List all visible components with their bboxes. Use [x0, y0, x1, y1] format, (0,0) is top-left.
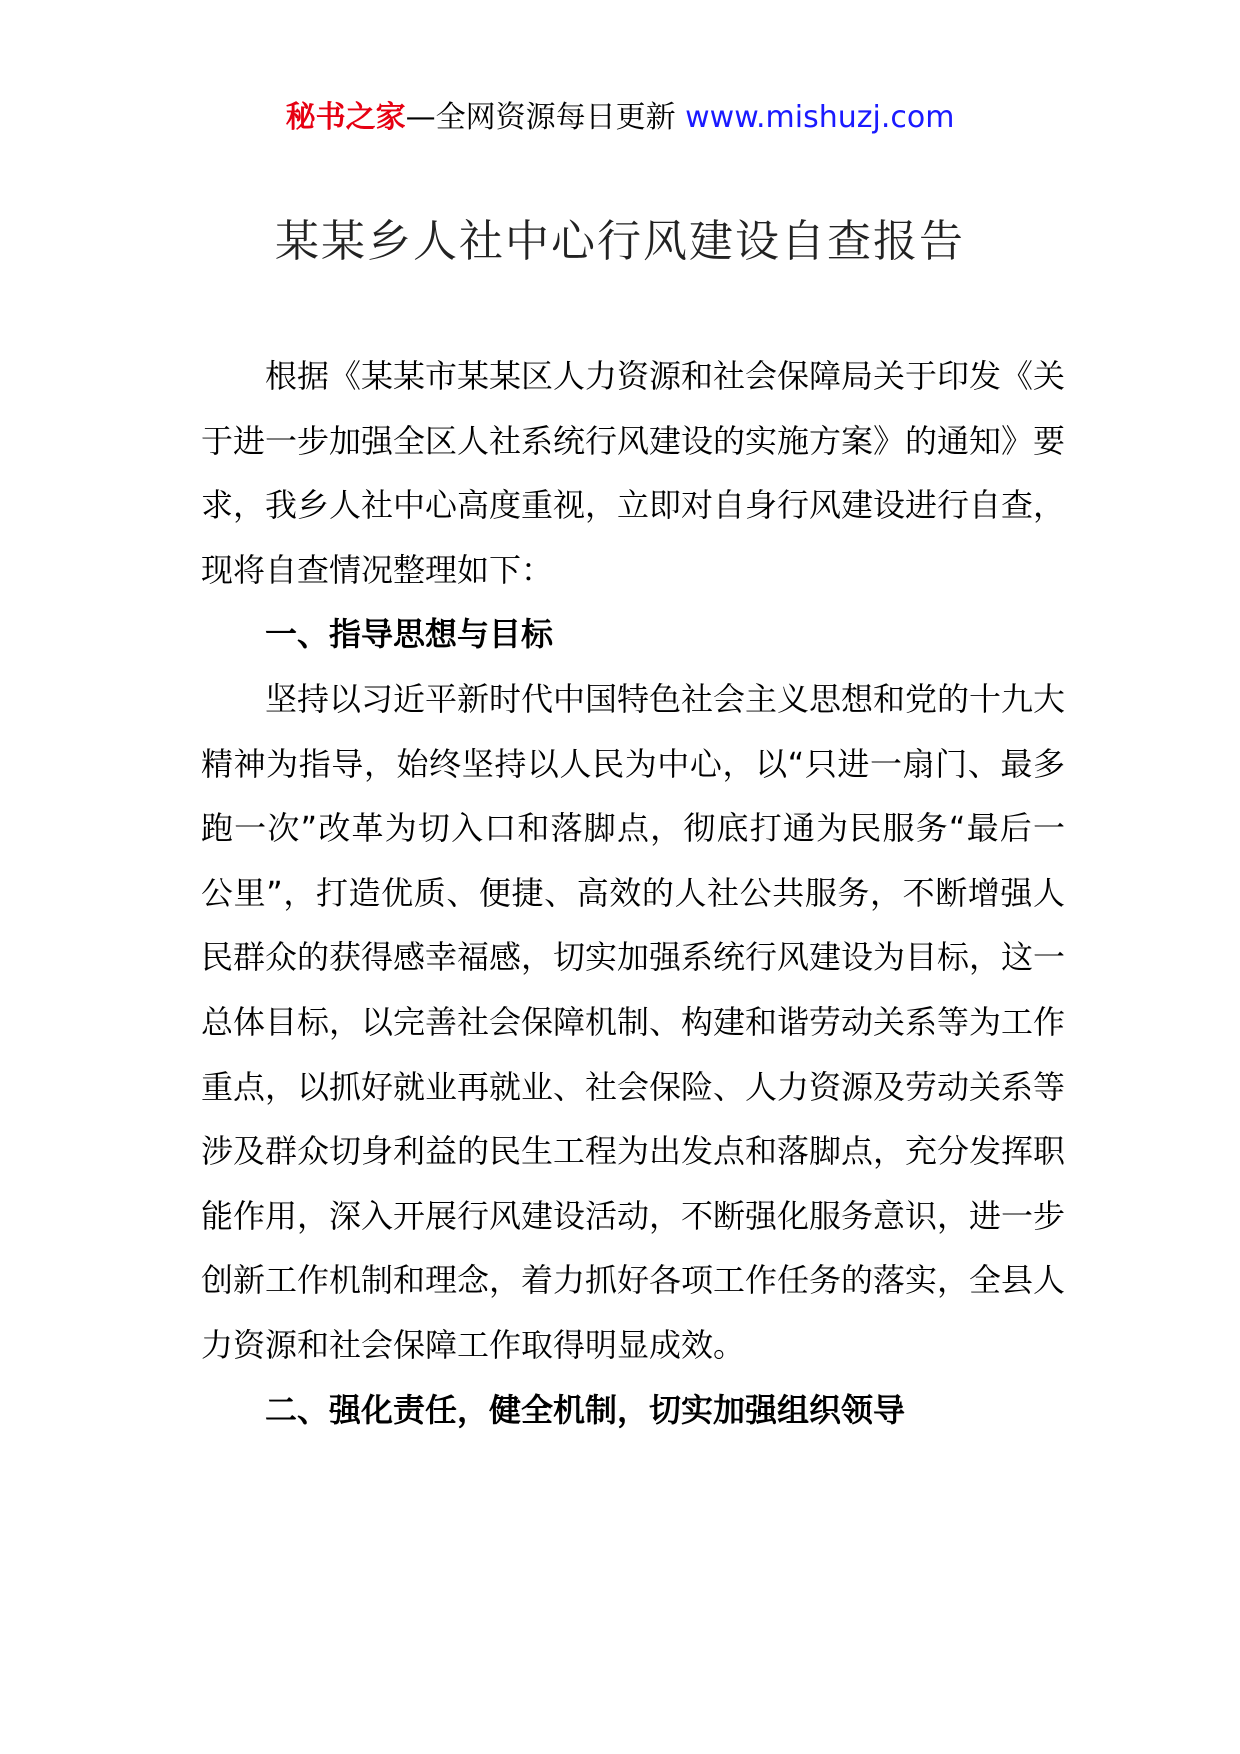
site-header — [0, 98, 1240, 138]
document-title: 某某乡人社中心行风建设自查报告 — [275, 216, 965, 267]
site-url-link[interactable]: www.mishuzj.com — [685, 100, 955, 135]
intro-paragraph: 根据《某某市某某区人力资源和社会保障局关于印发《关于进一步加强全区人社系统行风建设的实施方案》的通知》要求，我乡人社中心高度重视，立即对自身行风建设进行自查，现将自查情况整理如下： — [201, 357, 1066, 589]
section-1-paragraph: 坚持以习近平新时代中国特色社会主义思想和党的十九大精神为指导，始终坚持以人民为中心，以“只进一扇门、最多跑一次”改革为切入口和落脚点，彻底打通为民服务“最后一公里”，打造优质、便捷、高效的人社公共服务，不断增强人民群众的获得感幸福感，切实加强系统行风建设为目标，这一总体目标，以完善社会保障机制、构建和谐劳动关系等为工作重点，以抓好就业再就业、社会保险、人力资源及劳动关系等涉及群众切身利益的民生工程为出发点和落脚点，充分发挥职能作用，深入开展行风建设活动，不断强化服务意识，进一步创新工作机制和理念，着力抓好各项工作任务的落实，全县人力资源和社会保障工作取得明显成效。 — [201, 679, 1066, 1364]
site-tagline: —全网资源每日更新 — [405, 100, 686, 135]
section-2-heading: 二、强化责任，健全机制，切实加强组织领导 — [265, 1390, 906, 1429]
document-body — [201, 344, 1065, 1442]
section-1-heading: 一、指导思想与目标 — [265, 615, 554, 654]
site-brand: 秘书之家 — [285, 100, 406, 135]
